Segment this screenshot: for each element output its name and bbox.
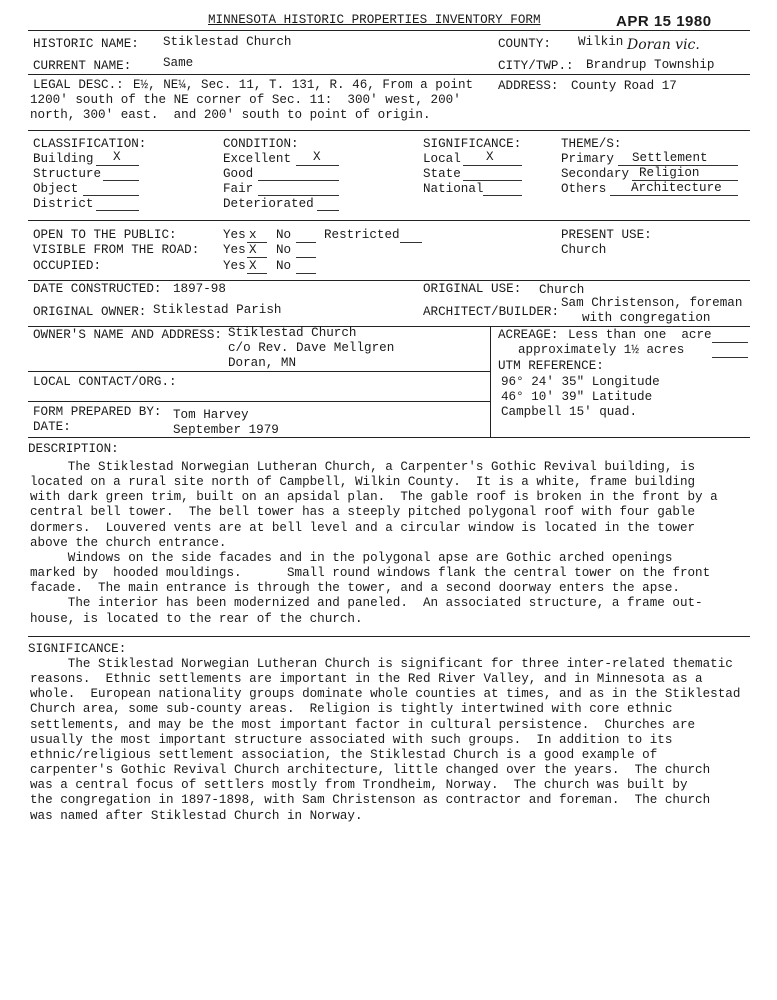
visible-from-road-label: VISIBLE FROM THE ROAD: [33, 243, 200, 257]
classification-rule [28, 220, 750, 221]
open-to-public-label: OPEN TO THE PUBLIC: [33, 228, 177, 242]
occupied-no: No [276, 259, 292, 273]
present-use-label: PRESENT USE: [561, 228, 652, 242]
theme-others-value: Architecture [631, 181, 722, 195]
description-line: house, is located to the rear of the church. [30, 611, 363, 626]
current-name-value: Same [163, 56, 194, 70]
visible-no-blank [296, 257, 316, 258]
deteriorated-blank [317, 210, 339, 211]
theme-primary-value: Settlement [632, 151, 708, 165]
original-use-label: ORIGINAL USE: [423, 282, 522, 296]
owner-rule [28, 326, 750, 327]
significance-line: The Stiklestad Norwegian Lutheran Church is significant for three inter-related thematic [30, 657, 733, 671]
significance-line: was named after Stiklestad Church in Norway. [30, 808, 363, 823]
significance-level-label: SIGNIFICANCE: [423, 137, 522, 151]
utm-longitude: 96° 24' 35" Longitude [501, 375, 660, 389]
address-label: ADDRESS: [498, 79, 559, 93]
current-name-label: CURRENT NAME: [33, 59, 132, 73]
description-line: located on a rural site north of Campbell, Wilkin County. It is a white, frame building [30, 475, 696, 490]
prepared-by-rule [28, 401, 490, 402]
utm-latitude: 46° 10' 39" Latitude [501, 390, 653, 404]
original-owner-value: Stiklestad Parish [153, 303, 282, 317]
description-line: The Stiklestad Norwegian Lutheran Church, a Carpenter's Gothic Revival building, is [30, 460, 696, 474]
date-constructed-label: DATE CONSTRUCTED: [33, 282, 162, 296]
description-line: with dark green trim, built on an apsidal plan. The gable roof is broken in the front by a [30, 490, 718, 505]
significance-local: Local [423, 152, 461, 166]
theme-others: Others [561, 182, 607, 196]
county-label: COUNTY: [498, 37, 551, 51]
county-value: Wilkin [578, 35, 624, 49]
acreage-blank-2 [712, 357, 748, 358]
owner-acreage-divider [490, 326, 491, 437]
legal-desc-line3: north, 300' east. and 200' south to point of origin. [30, 108, 431, 122]
local-blank [463, 165, 522, 166]
description-body [30, 460, 718, 627]
date-value: September 1979 [173, 423, 279, 437]
description-line: central bell tower. The bell tower has a steeply pitched polygonal roof with four gable [30, 505, 696, 520]
significance-body [30, 657, 740, 824]
description-line: dormers. Louvered vents are at bell level and a circular window is located in the tower [30, 520, 696, 535]
legal-desc-label: LEGAL DESC.: [33, 78, 124, 92]
architect-line1: Sam Christenson, foreman [561, 296, 743, 310]
acreage-label: ACREAGE: [498, 328, 559, 342]
significance-state: State [423, 167, 461, 181]
significance-line: usually the most important structure associated with such groups. In addition to its [30, 732, 673, 747]
condition-fair: Fair [223, 182, 254, 196]
original-use-value: Church [539, 283, 585, 297]
visible-yes-blank [247, 257, 267, 258]
occupied-label: OCCUPIED: [33, 259, 102, 273]
classification-building: Building [33, 152, 94, 166]
condition-good: Good [223, 167, 254, 181]
acreage-line2: approximately 1½ acres [518, 343, 685, 357]
good-blank [258, 180, 339, 181]
classification-building-mark: X [113, 150, 121, 164]
classification-object: Object [33, 182, 79, 196]
significance-local-mark: X [486, 150, 494, 164]
present-use-value: Church [561, 243, 607, 257]
name-rule [28, 74, 750, 75]
open-yes: Yes [223, 228, 246, 242]
condition-deteriorated: Deteriorated [223, 197, 314, 211]
classification-label: CLASSIFICATION: [33, 137, 147, 151]
object-blank [83, 195, 139, 196]
open-no-blank [296, 242, 316, 243]
acreage-line1: Less than one acre [568, 328, 712, 342]
description-rule [28, 437, 750, 438]
owner-line1: Stiklestad Church [228, 326, 357, 340]
condition-excellent-mark: X [313, 150, 321, 164]
significance-line: reasons. Ethnic settlements are important in the Red River Valley, and in Minnesota as a [30, 672, 703, 687]
legal-desc-line2: 1200' south of the NE corner of Sec. 11: 300' west, 200' [30, 93, 461, 107]
classification-district: District [33, 197, 94, 211]
date-label: DATE: [33, 420, 71, 434]
date-constructed-value: 1897-98 [173, 282, 226, 296]
significance-label: SIGNIFICANCE: [28, 642, 127, 656]
architect-label: ARCHITECT/BUILDER: [423, 305, 560, 319]
visible-yes: Yes [223, 243, 246, 257]
form-title: MINNESOTA HISTORIC PROPERTIES INVENTORY FORM [208, 13, 541, 27]
prepared-by-label: FORM PREPARED BY: [33, 405, 162, 419]
utm-label: UTM REFERENCE: [498, 359, 604, 373]
description-line: marked by hooded mouldings. Small round windows flank the central tower on the front [30, 566, 711, 581]
national-blank [483, 195, 522, 196]
access-rule [28, 280, 750, 281]
open-no: No [276, 228, 292, 242]
description-line: above the church entrance. [30, 535, 227, 550]
description-label: DESCRIPTION: [28, 442, 119, 456]
visible-no: No [276, 243, 292, 257]
theme-secondary-value: Religion [639, 166, 700, 180]
occupied-yes-mark: X [249, 259, 257, 273]
owner-label: OWNER'S NAME AND ADDRESS: [33, 328, 222, 342]
header-rule [28, 30, 750, 31]
owner-line2: c/o Rev. Dave Mellgren [228, 341, 395, 355]
significance-line: carpenter's Gothic Revival Church architecture, little changed over the years. The church [30, 763, 711, 778]
open-restricted: Restricted [324, 228, 400, 242]
significance-line: ethnic/religious settlement association, the Stiklestad Church is a good example of [30, 747, 658, 762]
restricted-blank [400, 242, 422, 243]
legal-desc-line1: E½, NE¼, Sec. 11, T. 131, R. 46, From a point [133, 78, 474, 92]
significance-line: was a central focus of settlers mostly from Trondheim, Norway. The church was built by [30, 778, 688, 793]
state-blank [463, 180, 522, 181]
open-yes-mark: x [249, 228, 257, 242]
local-contact-rule [28, 371, 490, 372]
significance-line: the congregation in 1897-1898, with Sam Christenson as contractor and foreman. The church [30, 793, 711, 808]
description-line: facade. The main entrance is through the tower, and a second doorway enters the apse. [30, 581, 680, 596]
received-date-stamp: APR 15 1980 [616, 13, 712, 30]
city-twp-value: Brandrup Township [586, 58, 715, 72]
historic-name-value: Stiklestad Church [163, 35, 292, 49]
acreage-blank-1 [712, 342, 748, 343]
occupied-yes: Yes [223, 259, 246, 273]
significance-national: National [423, 182, 484, 196]
original-owner-label: ORIGINAL OWNER: [33, 305, 147, 319]
prepared-by-value: Tom Harvey [173, 408, 249, 422]
visible-yes-mark: X [249, 243, 257, 257]
significance-line: whole. European nationality groups dominate whole counties at times, and as in the Stiklestad [30, 687, 741, 702]
address-value: County Road 17 [571, 79, 677, 93]
owner-line3: Doran, MN [228, 356, 297, 370]
local-contact-label: LOCAL CONTACT/ORG.: [33, 375, 177, 389]
occupied-no-blank [296, 273, 316, 274]
others-blank [610, 195, 738, 196]
handwritten-note: Doran vic. [627, 37, 700, 53]
legal-rule [28, 130, 750, 131]
significance-line: settlements, and may be the most important factor in cultural persistence. Churches are [30, 717, 696, 732]
utm-quad: Campbell 15' quad. [501, 405, 638, 419]
classification-structure: Structure [33, 167, 102, 181]
occupied-yes-blank [247, 273, 267, 274]
theme-secondary: Secondary [561, 167, 630, 181]
fair-blank [258, 195, 339, 196]
structure-blank [103, 180, 139, 181]
description-line: Windows on the side facades and in the polygonal apse are Gothic arched openings [30, 550, 673, 565]
description-line: The interior has been modernized and paneled. An associated structure, a frame out- [30, 596, 703, 611]
district-blank [96, 210, 139, 211]
significance-line: Church area, some sub-county areas. Religion is tightly intertwined with core ethnic [30, 702, 673, 717]
theme-primary: Primary [561, 152, 614, 166]
themes-label: THEME/S: [561, 137, 622, 151]
condition-excellent: Excellent [223, 152, 292, 166]
condition-label: CONDITION: [223, 137, 299, 151]
building-blank [96, 165, 139, 166]
city-twp-label: CITY/TWP.: [498, 59, 574, 73]
historic-name-label: HISTORIC NAME: [33, 37, 139, 51]
architect-line2: with congregation [582, 311, 711, 325]
excellent-blank [296, 165, 339, 166]
significance-rule [28, 636, 750, 637]
